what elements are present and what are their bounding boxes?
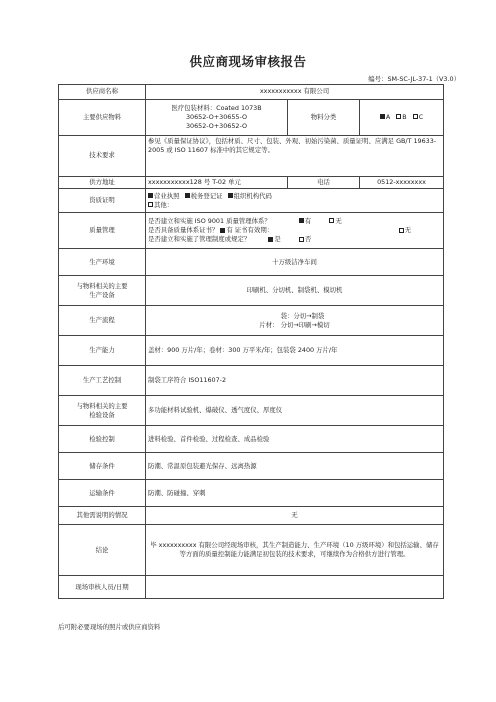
environment-value: 十万级洁净车间: [146, 249, 444, 276]
iso9001-question: 是否建立和实施 ISO 9001 质量管理体系？: [148, 216, 271, 225]
process-line-bag: 袋：分切→制袋: [280, 311, 325, 320]
transport-label: 运输条件: [59, 480, 146, 507]
row-conclusion: [59, 525, 444, 576]
row-inspection: [59, 426, 444, 453]
certificate-yes-text: 有 证书有效期：: [226, 226, 274, 235]
test-equipment-label-line1: 与物料相关的主要: [76, 401, 128, 410]
row-storage: [59, 453, 444, 480]
material-line-2: 30652-O+30655-O: [185, 112, 248, 121]
management-system-question: 是否建立和实施了管理制度或规定？: [148, 235, 251, 244]
category-c-text: C: [418, 112, 424, 121]
row-transport: [59, 480, 444, 507]
qualification-label: 资质证明: [59, 189, 146, 213]
row-other-notes: [59, 507, 444, 525]
other-notes-value: 无: [146, 507, 444, 525]
management-yes-checkbox[interactable]: [268, 237, 273, 242]
tax-registration-checkbox[interactable]: [185, 193, 190, 198]
row-process: [59, 306, 444, 336]
certificate-question: 是否具备质量体系证书？: [148, 226, 219, 235]
material-category-options: [360, 100, 444, 136]
other-qualification-text: 其他：: [154, 200, 174, 209]
iso9001-no-text: 无: [335, 216, 342, 225]
tech-requirement-label: 技术要求: [59, 136, 146, 177]
tax-registration-text: 税务登记证: [190, 191, 223, 200]
quality-management-value: [146, 213, 444, 249]
quality-management-label: 质量管理: [59, 213, 146, 249]
material-category-label: 物料分类: [288, 100, 360, 136]
process-value: [146, 306, 444, 336]
main-material-label: 主要供应物料: [59, 100, 146, 136]
capacity-label: 生产能力: [59, 336, 146, 366]
org-code-text: 组织机构代码: [233, 191, 272, 200]
auditor-label: 现场审核人员/日期: [59, 576, 146, 599]
test-equipment-label: [59, 396, 146, 426]
tech-requirement-value: 参见《质量保证协议》，包括材质、尺寸、包装、外观、初始污染菌、质量证明、应满足 GB/T 19633-2005 或 ISO 11607 标准中的其它规定等。: [146, 136, 444, 177]
iso9001-yes-text: 有: [304, 216, 312, 225]
row-capacity: [59, 336, 444, 366]
management-no-text: 否: [304, 235, 312, 244]
report-title: 供应商现场审核报告: [189, 54, 307, 69]
material-line-1: 医疗包装材料：Coated 1073B: [171, 103, 262, 112]
row-address: [59, 177, 444, 189]
other-notes-label: 其他需说明的情况: [59, 507, 146, 525]
capacity-value: 盖材：900 万片/年；卷材：300 万平米/年；包装袋 2400 万片/年: [146, 336, 444, 366]
environment-label: 生产环境: [59, 249, 146, 276]
conclusion-value: 毕 xxxxxxxxxx 有限公司经现场审核，其生产制造能力、生产环境（10 万级环境）和包括运输、储存等方面的质量控制能力能满足初包装的技术要求，可继续作为合格供方进行管理。: [146, 525, 444, 576]
process-label: 生产流程: [59, 306, 146, 336]
production-equipment-value: 印刷机、分切机、制袋机、模切机: [146, 276, 444, 306]
material-line-3: 30652-O+30652-O: [185, 122, 248, 131]
production-equipment-label-line1: 与物料相关的主要: [76, 281, 128, 290]
row-quality-management: [59, 213, 444, 249]
row-supplier-name: [59, 85, 444, 100]
phone-label: 电话: [288, 177, 360, 189]
footnote: 后可附必要现场的照片或供应商资料: [58, 623, 161, 631]
row-process-control: [59, 366, 444, 396]
category-a-checkbox[interactable]: [380, 114, 385, 119]
document-number: 编号：SM-SC-JL-37-1（V3.0）: [368, 75, 460, 83]
phone-value: 0512-xxxxxxxx: [360, 177, 444, 189]
row-qualification: [59, 189, 444, 213]
process-control-label: 生产工艺控制: [59, 366, 146, 396]
row-tech-requirement: [59, 136, 444, 177]
qualification-value: [146, 189, 444, 213]
test-equipment-label-line2: 检验设备: [89, 410, 115, 419]
certificate-yes-checkbox[interactable]: [220, 228, 225, 233]
certificate-no-checkbox[interactable]: [399, 228, 404, 233]
row-test-equipment: [59, 396, 444, 426]
supplier-name-value: xxxxxxxxxxx 有限公司: [146, 85, 444, 100]
storage-value: 防潮、常温原包装避光保存、远离热源: [146, 453, 444, 480]
row-auditor: [59, 576, 444, 599]
iso9001-yes-checkbox[interactable]: [299, 218, 304, 223]
iso9001-no-checkbox[interactable]: [329, 218, 334, 223]
production-equipment-label-line2: 生产设备: [89, 290, 115, 299]
address-value: xxxxxxxxxxx128 号 T-02 单元: [146, 177, 288, 189]
main-material-value: [146, 100, 288, 136]
transport-value: 防潮、防碰撞、穿刺: [146, 480, 444, 507]
inspection-value: 进料检验、首件检验、过程检查、成品检验: [146, 426, 444, 453]
management-yes-text: 是: [274, 235, 281, 244]
management-no-checkbox[interactable]: [299, 237, 304, 242]
test-equipment-value: 多功能材料试验机、爆破仪、透气度仪、厚度仪: [146, 396, 444, 426]
process-control-value: 制袋工序符合 ISO11607-2: [146, 366, 444, 396]
row-environment: [59, 249, 444, 276]
category-b-text: B: [402, 112, 407, 121]
org-code-checkbox[interactable]: [228, 193, 233, 198]
conclusion-label: 结论: [59, 525, 146, 576]
audit-table: [58, 84, 444, 599]
supplier-name-label: 供应商名称: [59, 85, 146, 100]
business-license-text: 营业执照: [154, 191, 180, 200]
process-line-sheet: 片材： 分切→印刷→模切: [259, 320, 330, 329]
other-qualification-checkbox[interactable]: [148, 202, 153, 207]
row-production-equipment: [59, 276, 444, 306]
production-equipment-label: [59, 276, 146, 306]
storage-label: 储存条件: [59, 453, 146, 480]
auditor-value[interactable]: [146, 576, 444, 599]
business-license-checkbox[interactable]: [148, 193, 153, 198]
category-a-text: A: [385, 112, 391, 121]
address-label: 供方地址: [59, 177, 146, 189]
certificate-no-text: 无: [404, 226, 411, 235]
row-main-material: [59, 100, 444, 136]
inspection-label: 检验控制: [59, 426, 146, 453]
category-b-checkbox[interactable]: [396, 114, 401, 119]
category-c-checkbox[interactable]: [413, 114, 418, 119]
